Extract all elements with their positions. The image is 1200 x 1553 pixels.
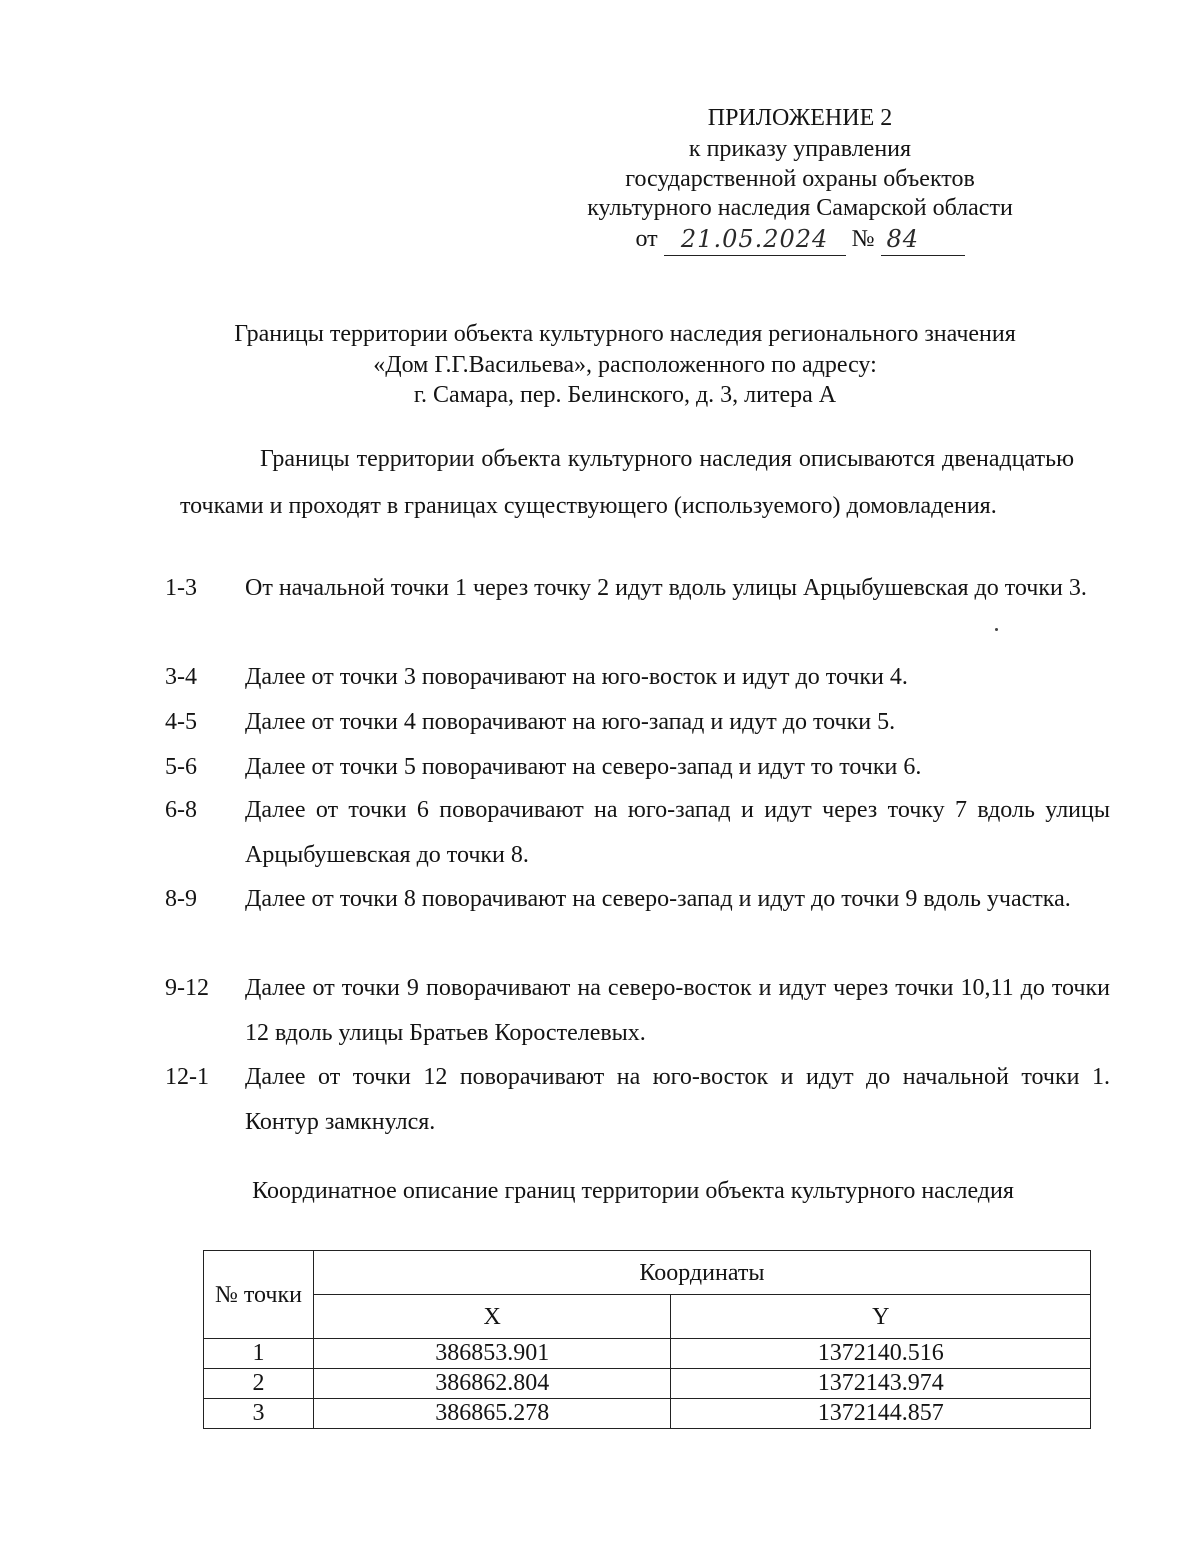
column-header-x: X	[313, 1295, 671, 1339]
table-row	[204, 1339, 1091, 1369]
list-item	[165, 700, 1110, 745]
segment-text: Далее от точки 12 поворачивают на юго-восток и идут до начальной точки 1. Контур замкнулся.	[245, 1064, 1110, 1135]
list-item	[165, 745, 1110, 790]
title-line-1: Границы территории объекта культурного наследия регионального значения	[234, 321, 1016, 347]
x-coordinate-cell: 386862.804	[313, 1369, 671, 1399]
segment-text: Далее от точки 3 поворачивают на юго-восток и идут до точки 4.	[245, 664, 908, 690]
y-coordinate-cell: 1372144.857	[671, 1399, 1091, 1429]
segment-text: Далее от точки 5 поворачивают на северо-запад и идут то точки 6.	[245, 754, 922, 780]
handwritten-date: 21.05.2024	[664, 225, 846, 256]
x-coordinate-cell: 386865.278	[313, 1399, 671, 1429]
column-header-point: № точки	[204, 1251, 314, 1339]
coordinates-table	[203, 1250, 1091, 1429]
date-prefix: от	[635, 226, 658, 252]
number-label: №	[851, 226, 875, 252]
point-number-cell: 2	[204, 1369, 314, 1399]
segment-text: Далее от точки 6 поворачивают на юго-запад и идут через точку 7 вдоль улицы Арцыбушевская до точки 8.	[245, 797, 1110, 868]
segment-text: Далее от точки 8 поворачивают на северо-запад и идут до точки 9 вдоль участка.	[245, 886, 1071, 912]
segment-number: 9-12	[165, 975, 209, 1001]
title-line-3: г. Самара, пер. Белинского, д. 3, литера А	[413, 382, 837, 408]
appendix-line-2: государственной охраны объектов	[625, 166, 975, 192]
scan-speck	[995, 628, 998, 631]
list-item	[165, 1055, 1110, 1145]
y-coordinate-cell: 1372140.516	[671, 1339, 1091, 1369]
column-header-coordinates: Координаты	[313, 1251, 1090, 1295]
y-coordinate-cell: 1372143.974	[671, 1369, 1091, 1399]
segment-number: 8-9	[165, 886, 197, 912]
column-header-y: Y	[671, 1295, 1091, 1339]
segment-number: 6-8	[165, 797, 197, 823]
appendix-heading: ПРИЛОЖЕНИЕ 2	[707, 105, 893, 131]
list-item	[165, 788, 1110, 878]
intro-paragraph: Границы территории объекта культурного наследия описываются двенадцатью точками и проходят в границах существующего (используемого) домовладения.	[180, 446, 1074, 519]
table-row	[204, 1369, 1091, 1399]
list-item	[165, 655, 1110, 700]
x-coordinate-cell: 386853.901	[313, 1339, 671, 1369]
segment-text: Далее от точки 9 поворачивают на северо-восток и идут через точки 10,11 до точки 12 вдоль улицы Братьев Коростелевых.	[245, 975, 1110, 1046]
coordinates-caption: Координатное описание границ территории объекта культурного наследия	[252, 1178, 1014, 1204]
list-item	[165, 566, 1110, 611]
table-row	[204, 1399, 1091, 1429]
segment-number: 5-6	[165, 754, 197, 780]
list-item	[165, 877, 1110, 922]
segment-number: 3-4	[165, 664, 197, 690]
segment-text: Далее от точки 4 поворачивают на юго-запад и идут до точки 5.	[245, 709, 896, 735]
appendix-line-1: к приказу управления	[688, 136, 912, 162]
segment-number: 1-3	[165, 575, 197, 601]
segment-text: От начальной точки 1 через точку 2 идут вдоль улицы Арцыбушевская до точки 3.	[245, 575, 1087, 601]
segment-number: 4-5	[165, 709, 197, 735]
appendix-line-3: культурного наследия Самарской области	[587, 195, 1013, 221]
segment-number: 12-1	[165, 1064, 209, 1090]
handwritten-number: 84	[881, 225, 965, 256]
title-line-2: «Дом Г.Г.Васильева», расположенного по адресу:	[373, 352, 877, 378]
list-item	[165, 966, 1110, 1056]
point-number-cell: 3	[204, 1399, 314, 1429]
point-number-cell: 1	[204, 1339, 314, 1369]
order-date-row	[540, 216, 1060, 256]
